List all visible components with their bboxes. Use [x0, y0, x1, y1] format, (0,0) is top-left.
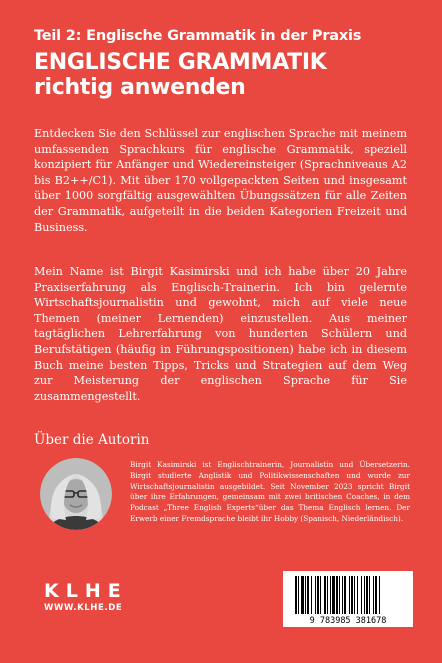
publisher-url: WWW.KLHE.DE: [44, 603, 123, 613]
barcode-bar: [327, 576, 328, 614]
barcode-bar: [311, 576, 312, 614]
about-author-heading: Über die Autorin: [34, 432, 150, 448]
barcode-bar: [301, 576, 304, 614]
barcode-bar: [305, 576, 306, 614]
barcode-bar: [336, 576, 338, 614]
barcode-bar: [317, 576, 319, 614]
cover-subtitle: Teil 2: Englische Grammatik in der Praxis: [34, 28, 362, 44]
author-portrait-svg: [40, 458, 112, 530]
barcode-bar: [315, 576, 316, 614]
title-line-1: ENGLISCHE GRAMMATIK: [34, 50, 327, 75]
barcode-bar: [364, 576, 365, 614]
barcode-bar: [330, 576, 331, 614]
barcode-bar: [349, 576, 350, 614]
barcode-bar: [375, 576, 377, 614]
barcode-bar: [324, 576, 326, 614]
barcode-bar: [332, 576, 335, 614]
barcode-svg: [283, 571, 413, 627]
title-line-2: richtig anwenden: [34, 75, 246, 100]
barcode-bar: [295, 576, 297, 614]
isbn-barcode: [283, 571, 413, 627]
barcode-bar: [339, 576, 340, 614]
description-paragraph-2: Mein Name ist Birgit Kasimirski und ich habe über 20 Jahre Praxiserfahrung als Englisch-Trainerin. Ich bin gelernte Wirtschaftsjournalistin und gewohnt, mich auf viele neue Themen (meiner Lernenden) einzustellen. Aus meiner tagtäglichen Lehrerfahrung von hunderten Schülern und Berufstätigen (häufig in Führungspositionen) habe ich in diesem Buch meine besten Tipps, Tricks und Strategien auf dem Weg zur Meisterung der englischen Sprache für Sie zusammengestellt.: [34, 265, 407, 403]
barcode-bar: [307, 576, 309, 614]
publisher-logo: KLHE: [44, 580, 128, 602]
barcode-bar: [320, 576, 321, 614]
author-bio: Birgit Kasimirski ist Englischtrainerin, Journalistin und Übersetzerin. Birgit studierte Anglistik und Politikwissenschaften und wurde zur Wirtschaftsjournalistin ausgebildet. Seit November 2023 spricht Birgit über ihre Erfahrungen, gemeinsam mit zwei britischen Coaches, in dem Podcast „Three English Experts“über das Thema Englisch lernen. Der Erwerb einer Fremdsprache bleibt ihr Hobby (Spanisch, Niederländisch).: [130, 460, 410, 523]
barcode-bar: [298, 576, 299, 614]
barcode-bar: [369, 576, 370, 614]
description-paragraph-1: Entdecken Sie den Schlüssel zur englischen Sprache mit meinem umfassenden Sprachkurs für englische Grammatik, speziell konzipiert für Anfänger und Wiedereinsteiger (Sprachniveaus A2 bis B2++/C1). Mit über 170 vollgepackten Seiten und insgesamt über 1000 sorgfältig ausgewählten Übungssätzen für alle Zeiten der Grammatik, aufgeteilt in die beiden Kategorien Freizeit und Business.: [34, 127, 407, 234]
barcode-digits: 9 783985 381678: [309, 616, 387, 626]
barcode-bar: [357, 576, 358, 614]
barcode-bar: [351, 576, 353, 614]
barcode-bar: [342, 576, 343, 614]
barcode-bar: [354, 576, 355, 614]
barcode-bar: [344, 576, 346, 614]
barcode-bar: [366, 576, 368, 614]
barcode-bar: [361, 576, 362, 614]
barcode-bars: [295, 576, 380, 614]
barcode-bar: [379, 576, 380, 614]
barcode-bar: [373, 576, 374, 614]
cover-title: [34, 50, 424, 100]
author-portrait-icon: [40, 458, 112, 530]
